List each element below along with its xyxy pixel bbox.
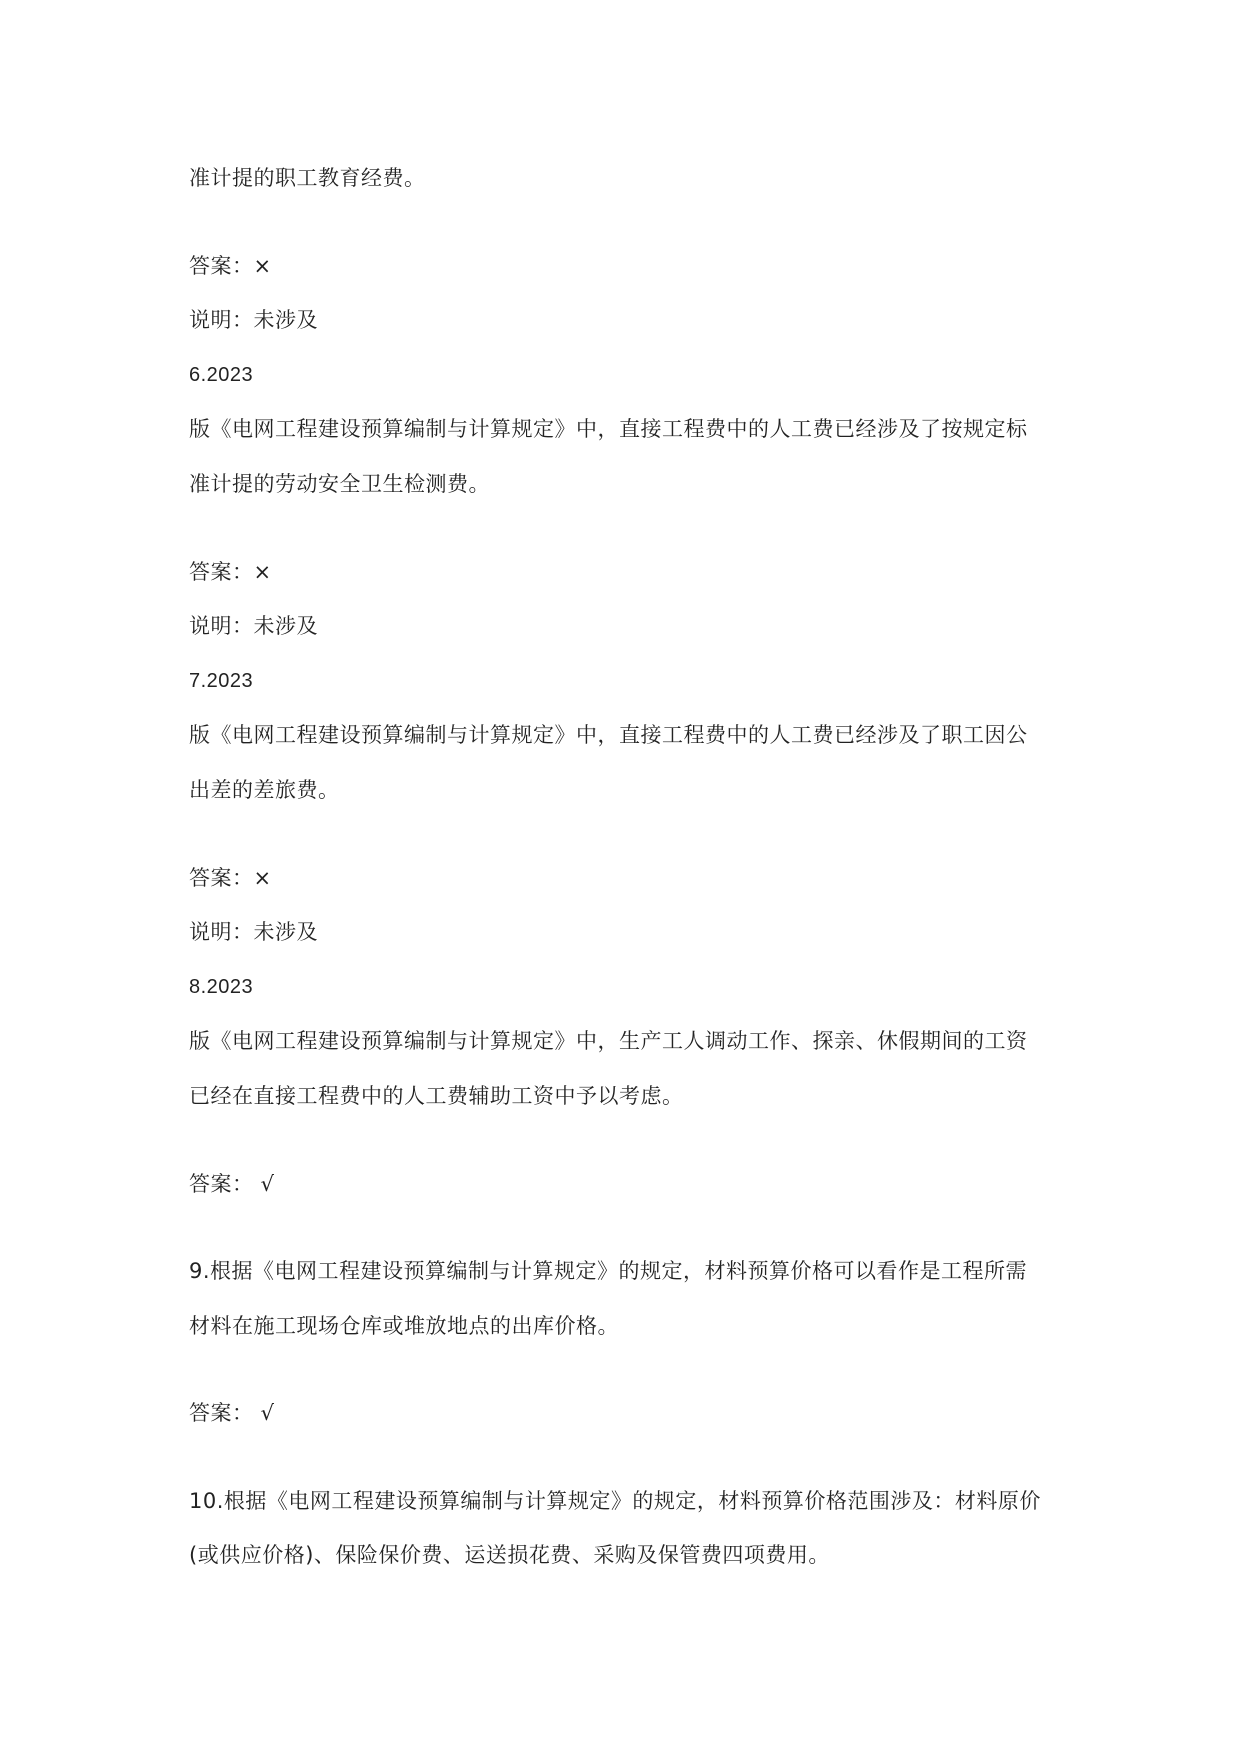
question-7-number: 7.2023 [189,670,254,692]
question-6-text-line-2: 准计提的劳动安全卫生检测费。 [189,472,490,496]
question-6-number: 6.2023 [189,364,254,386]
question-8-number: 8.2023 [189,976,254,998]
question-10-text-line-2: (或供应价格)、保险保价费、运送损花费、采购及保管费四项费用。 [189,1543,830,1567]
question-5-answer: 答案：× [189,254,272,278]
question-7-text-line-2: 出差的差旅费。 [189,778,340,802]
question-6-explanation: 说明：未涉及 [189,614,318,638]
question-6-text-line-1: 版《电网工程建设预算编制与计算规定》中，直接工程费中的人工费已经涉及了按规定标 [189,417,1028,441]
question-8-text-line-1: 版《电网工程建设预算编制与计算规定》中，生产工人调动工作、探亲、休假期间的工资 [189,1029,1028,1053]
question-7-answer: 答案：× [189,866,272,890]
question-8-answer: 答案： √ [189,1172,275,1196]
question-9-answer: 答案： √ [189,1401,275,1425]
question-5-text-continued: 准计提的职工教育经费。 [189,166,426,190]
question-7-text-line-1: 版《电网工程建设预算编制与计算规定》中，直接工程费中的人工费已经涉及了职工因公 [189,723,1028,747]
question-5-explanation: 说明：未涉及 [189,308,318,332]
question-6-answer: 答案：× [189,560,272,584]
question-10-text-line-1: 10.根据《电网工程建设预算编制与计算规定》的规定，材料预算价格范围涉及：材料原价 [189,1489,1041,1513]
question-7-explanation: 说明：未涉及 [189,920,318,944]
question-8-text-line-2: 已经在直接工程费中的人工费辅助工资中予以考虑。 [189,1084,684,1108]
question-9-text-line-1: 9.根据《电网工程建设预算编制与计算规定》的规定，材料预算价格可以看作是工程所需 [189,1259,1028,1283]
question-9-text-line-2: 材料在施工现场仓库或堆放地点的出库价格。 [189,1314,619,1338]
